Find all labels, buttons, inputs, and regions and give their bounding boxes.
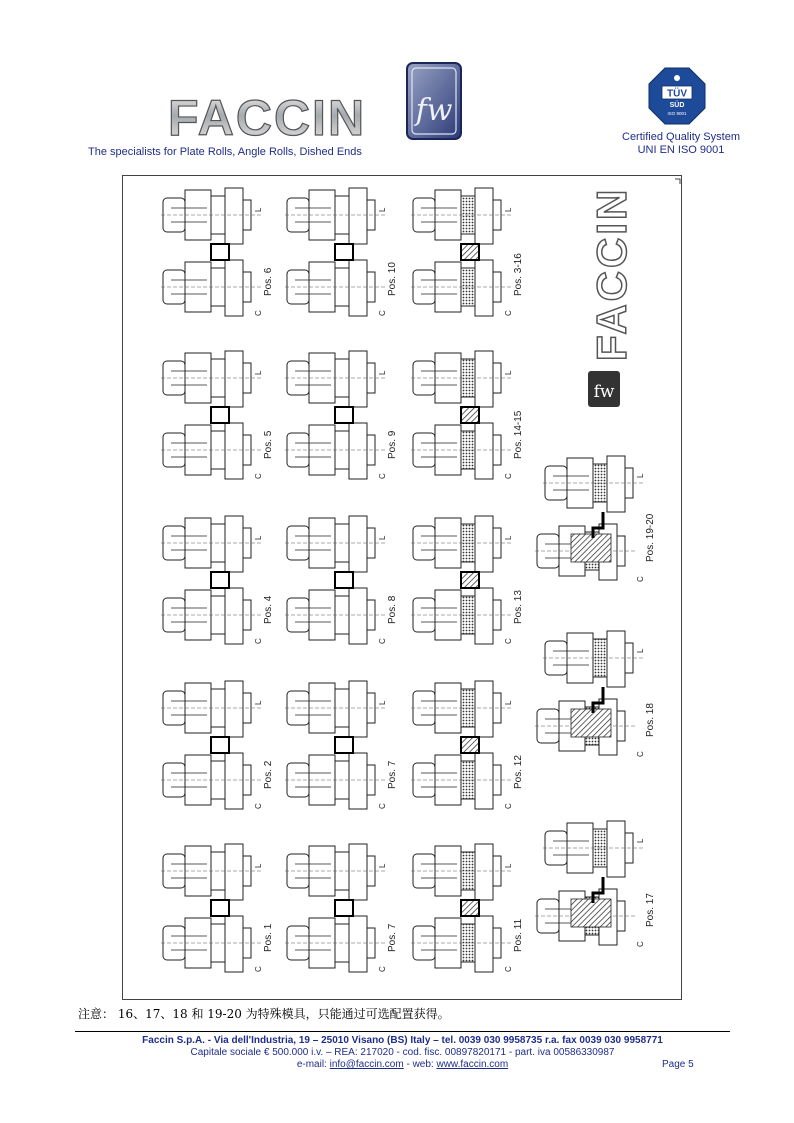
upper-roll-tag: L [254, 535, 263, 540]
position-label: Pos. 3-16 [513, 253, 524, 296]
roll-position-unit [285, 351, 398, 479]
lower-roll-tag: C [254, 803, 263, 809]
position-label: Pos. 5 [263, 430, 274, 459]
lower-roll-tag: C [378, 803, 387, 809]
upper-roll-tag: L [504, 207, 513, 212]
web-link[interactable]: www.faccin.com [436, 1059, 509, 1070]
roll-position-unit [411, 516, 524, 644]
lower-roll-tag: C [254, 473, 263, 479]
upper-roll-tag: L [378, 535, 387, 540]
roll-position-unit [411, 844, 524, 972]
upper-roll-tag: L [504, 535, 513, 540]
upper-roll-tag: L [254, 207, 263, 212]
email-prefix: e-mail: [296, 1059, 330, 1070]
roll-position-unit [411, 351, 524, 479]
position-label: Pos. 14-15 [513, 410, 524, 459]
tuv-badge-line1: TÜV [667, 88, 687, 100]
position-label: Pos. 4 [263, 595, 274, 624]
roll-position-unit [535, 631, 656, 757]
lower-roll-tag: C [504, 803, 513, 809]
position-label: Pos. 18 [645, 703, 656, 737]
upper-roll-tag: L [504, 863, 513, 868]
lower-roll-tag: C [254, 966, 263, 972]
position-label: Pos. 10 [387, 262, 398, 296]
lower-roll-tag: C [504, 473, 513, 479]
page-number: Page 5 [662, 1059, 694, 1070]
upper-roll-tag: L [504, 370, 513, 375]
tagline: The specialists for Plate Rolls, Angle Rolls, Dished Ends [88, 146, 362, 158]
roll-positions-drawing [123, 176, 683, 1001]
upper-roll-tag: L [378, 207, 387, 212]
special-tools-note: 注意： 16、17、18 和 19-20 为特殊模具，只能通过可选配置获得。 [78, 1007, 450, 1021]
lower-roll-tag: C [636, 941, 645, 947]
tuv-badge-line2: SÜD [669, 102, 685, 109]
position-label: Pos. 7 [387, 923, 398, 952]
roll-position-unit [411, 188, 524, 316]
position-label: Pos. 9 [387, 430, 398, 459]
lower-roll-tag: C [636, 576, 645, 582]
position-label: Pos. 13 [513, 590, 524, 624]
lower-roll-tag: C [504, 638, 513, 644]
email-link[interactable]: info@faccin.com [329, 1059, 404, 1070]
upper-roll-tag: L [636, 473, 645, 478]
roll-position-unit [285, 516, 398, 644]
tuv-badge-line3: ISO 9001 [667, 111, 687, 116]
footer-company-info: Capitale sociale € 500.000 i.v. – REA: 217020 - cod. fisc. 00897820171 - part. iva 00586330987 [190, 1047, 615, 1058]
position-label: Pos. 6 [263, 267, 274, 296]
upper-roll-tag: L [378, 370, 387, 375]
position-label: Pos. 1 [263, 923, 274, 952]
roll-position-unit [285, 188, 398, 316]
fw-monogram-text: fw [415, 93, 453, 128]
lower-roll-tag: C [378, 310, 387, 316]
lower-roll-tag: C [254, 310, 263, 316]
position-label: Pos. 7 [387, 760, 398, 789]
roll-position-unit [161, 681, 274, 809]
position-label: Pos. 12 [513, 755, 524, 789]
cert-line-1: Certified Quality System [622, 131, 740, 143]
lower-roll-tag: C [504, 966, 513, 972]
lower-roll-tag: C [636, 751, 645, 757]
upper-roll-tag: L [378, 863, 387, 868]
lower-roll-tag: C [254, 638, 263, 644]
cert-line-2: UNI EN ISO 9001 [637, 144, 725, 156]
footer-rule [75, 1031, 730, 1032]
roll-position-unit [161, 516, 274, 644]
upper-roll-tag: L [636, 838, 645, 843]
faccin-logo-text: FACCIN [167, 90, 367, 142]
footer-address: Faccin S.p.A. - Via dell'Industria, 19 – 25010 Visano (BS) Italy – tel. 0039 030 9958735 r.a. fax 0039 030 9958771 [142, 1035, 663, 1046]
roll-position-unit [411, 681, 524, 809]
upper-roll-tag: L [254, 863, 263, 868]
upper-roll-tag: L [378, 700, 387, 705]
position-label: Pos. 8 [387, 595, 398, 624]
roll-position-unit [161, 844, 274, 972]
lower-roll-tag: C [378, 638, 387, 644]
faccin-logo [150, 90, 385, 142]
roll-position-unit [535, 456, 656, 582]
roll-position-unit [285, 681, 398, 809]
position-label: Pos. 2 [263, 760, 274, 789]
roll-positions-figure [122, 175, 682, 1000]
roll-position-unit [161, 188, 274, 316]
upper-roll-tag: L [504, 700, 513, 705]
position-label: Pos. 19-20 [645, 513, 656, 562]
fw-monogram-logo [406, 62, 462, 140]
tuv-certification-badge [648, 67, 706, 125]
lower-roll-tag: C [378, 966, 387, 972]
footer-contacts [75, 1059, 730, 1070]
lower-roll-tag: C [378, 473, 387, 479]
upper-roll-tag: L [254, 370, 263, 375]
position-label: Pos. 17 [645, 893, 656, 927]
figure-fw-mark-text: fw [593, 382, 615, 402]
upper-roll-tag: L [636, 648, 645, 653]
roll-position-unit [535, 821, 656, 947]
position-label: Pos. 11 [513, 918, 524, 952]
lower-roll-tag: C [504, 310, 513, 316]
roll-position-unit [285, 844, 398, 972]
upper-roll-tag: L [254, 700, 263, 705]
web-prefix: - web: [403, 1059, 437, 1070]
roll-position-unit [161, 351, 274, 479]
figure-brand-vertical: FACCIN [588, 186, 635, 361]
